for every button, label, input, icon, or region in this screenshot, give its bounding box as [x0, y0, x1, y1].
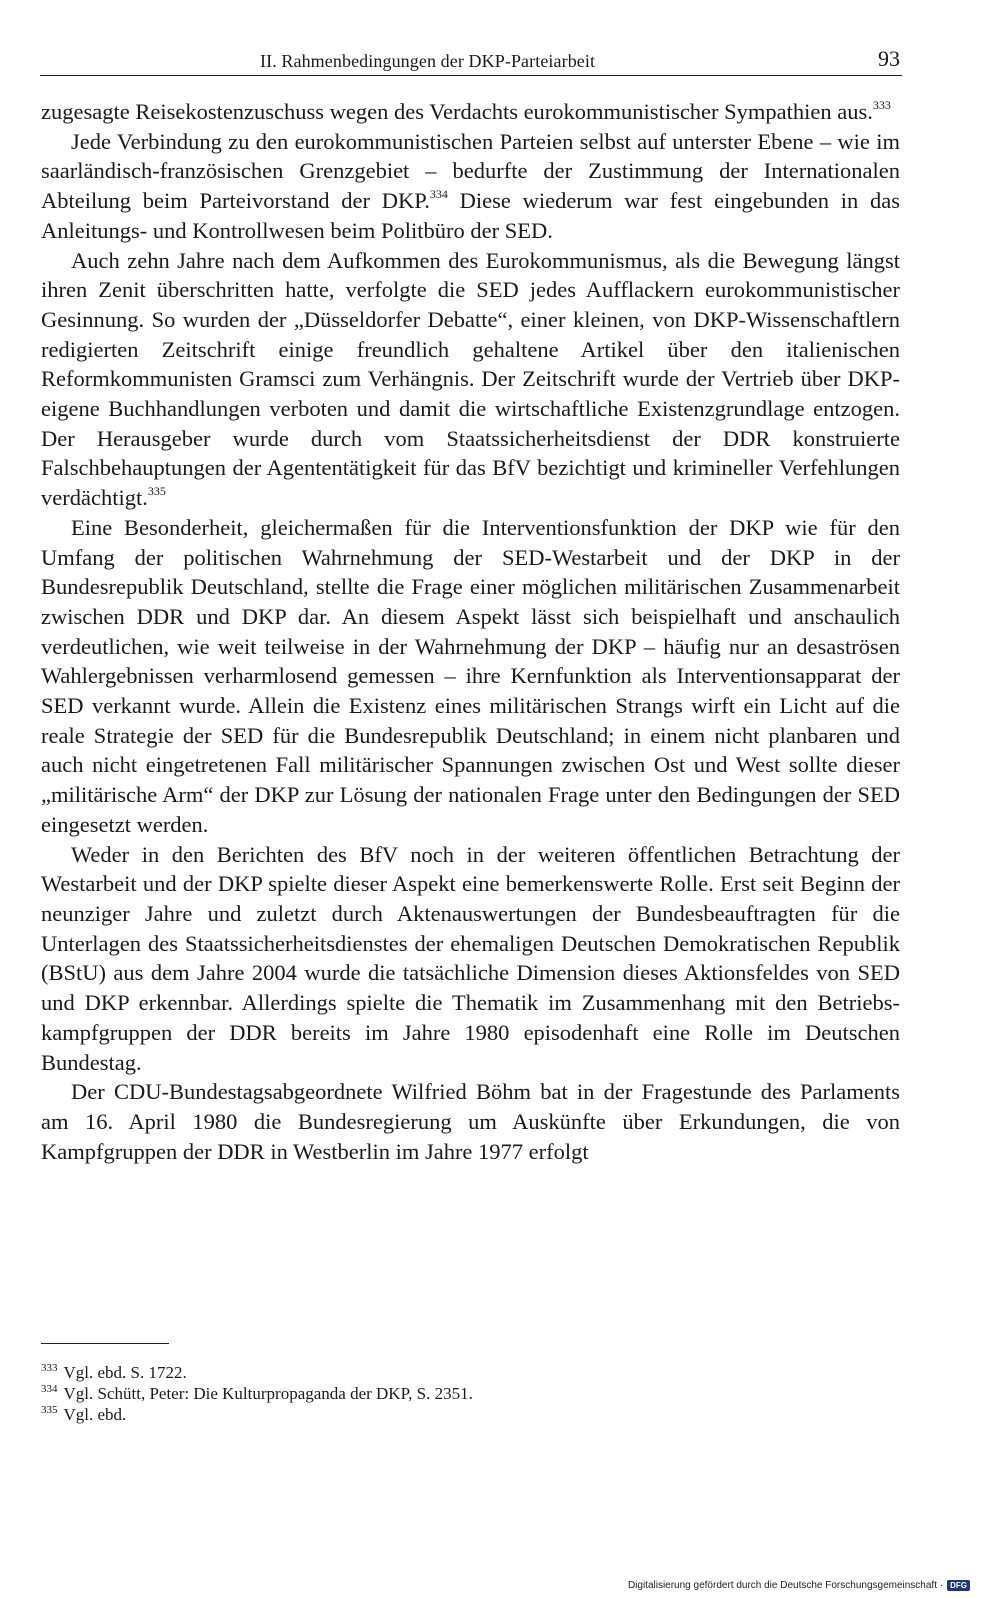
dfg-logo: DFG: [947, 1580, 970, 1591]
running-header: [40, 45, 902, 76]
paragraph: [41, 127, 900, 246]
footnote-reference: 333: [872, 97, 891, 112]
paragraph: [41, 840, 900, 1078]
body-text: [41, 97, 900, 1166]
footnote-text: Vgl. Schütt, Peter: Die Kulturpropaganda der DKP, S. 2351.: [63, 1384, 473, 1403]
footnote-reference: 334: [429, 186, 448, 201]
paragraph-text: Eine Besonderheit, gleichermaßen für die Interventionsfunktion der DKP wie für den Umfang der politischen Wahrnehmung der SED-Westarbeit und der DKP in der Bundesrepublik Deutschland, stellte die Frage einer möglichen militärischen Zusammenarbeit zwischen DDR und DKP dar. An diesem Aspekt lässt sich beispielhaft und anschaulich verdeutlichen, wie weit teilweise in der Wahrnehmung der DKP – häufig nur an desaströsen Wahlergebnissen verharmlosend gemessen – ihre Kernfunktion als Interventionsapparat der SED verkannt wurde. Allein die Existenz eines militärischen Strangs wirft ein Licht auf die reale Strategie der SED für die Bundesrepublik Deutschland; in einem nicht planbaren und auch nicht eingetretenen Fall militärischer Spannungen zwischen Ost und West sollte dieser „militärische Arm“ der DKP zur Lösung der nationalen Frage unter den Bedingungen der SED eingesetzt werden.: [41, 514, 900, 837]
paragraph-text: Der CDU-Bundestagsabgeordnete Wilfried Böhm bat in der Fragestunde des Parlaments am 16. April 1980 die Bundesregierung um Auskünfte über Erkundungen, die von Kampfgruppen der DDR in Westberlin im Jahre 1977 erfolgt: [41, 1079, 900, 1164]
paragraph-text: Weder in den Berichten des BfV noch in der weiteren öffentlichen Betrachtung der Westarbeit und der DKP spielte dieser Aspekt eine bemerkenswerte Rolle. Erst seit Beginn der neunziger Jahre und zuletzt durch Aktenauswertungen der Bundesbeauftragten für die Unterlagen des Staatssicherheitsdienstes der ehemaligen Deutschen Demokratischen Republik (BStU) aus dem Jahre 2004 wurde die tatsächliche Dimension dieses Aktionsfeldes von SED und DKP erkennbar. Allerdings spielte die Thematik im Zusammenhang mit den Betriebskampfgruppen der DDR bereits im Jahre 1980 episodenhaft eine Rolle im Deutschen Bundestag.: [41, 841, 900, 1075]
footnote: [41, 1362, 901, 1383]
footnote-text: Vgl. ebd.: [63, 1405, 127, 1424]
footnote: [41, 1404, 901, 1425]
paragraph-text: zugesagte Reisekostenzuschuss wegen des Verdachts eurokommunistischer Sympathien aus.: [41, 99, 873, 124]
footnote-reference: 335: [147, 483, 166, 498]
paragraph: [41, 513, 900, 840]
footnotes: [41, 1362, 901, 1425]
paragraph-text: Diese wiederum war fest eingebunden in das Anleitungs- und Kontrollwesen beim Politbüro der SED.: [41, 188, 900, 243]
footnote-text: Vgl. ebd. S. 1722.: [63, 1363, 187, 1382]
paragraph-text: Auch zehn Jahre nach dem Aufkommen des Eurokommunismus, als die Bewegung längst ihren Zenit überschritten hatte, verfolgte die SED jedes Aufflackern eurokommunistischer Gesinnung. So wurden der „Düsseldorfer Debatte“, einer kleinen, von DKP-Wissenschaftlern redigierten Zeitschrift einige freundlich gehaltene Artikel über den italienischen Reformkommunisten Gramsci zum Verhängnis. Der Zeitschrift wurde der Vertrieb über DKP-eigene Buchhandlungen verboten und damit die wirtschaftliche Existenzgrundlage entzogen. Der Herausgeber wurde durch vom Staatssicherheitsdienst der DDR konstruierte Falschbehauptungen der Agententätigkeit für das BfV bezichtigt und krimineller Verfehlungen verdächtigt.: [41, 247, 900, 511]
footnote: [41, 1383, 901, 1404]
footnote-number: 334: [41, 1383, 58, 1396]
page-number: 93: [878, 46, 900, 71]
footnote-number: 333: [41, 1362, 58, 1375]
paragraph-text: Jede Verbindung zu den eurokommunistischen Parteien selbst auf unterster Ebene – wie im saarländisch-französischen Grenzgebiet – bedurfte der Zustimmung der Internationalen Abteilung beim Parteivorstand der DKP.: [41, 128, 900, 214]
paragraph: [41, 246, 900, 513]
paragraph: [41, 1077, 900, 1166]
running-title: II. Rahmenbedingungen der DKP-Parteiarbeit: [260, 51, 596, 71]
digitization-credit: [628, 1580, 970, 1591]
paragraph: [41, 97, 900, 127]
footnote-separator: [41, 1343, 169, 1344]
footnote-number: 335: [41, 1404, 58, 1417]
credit-text: Digitalisierung gefördert durch die Deutsche Forschungsgemeinschaft ·: [627, 1580, 944, 1591]
